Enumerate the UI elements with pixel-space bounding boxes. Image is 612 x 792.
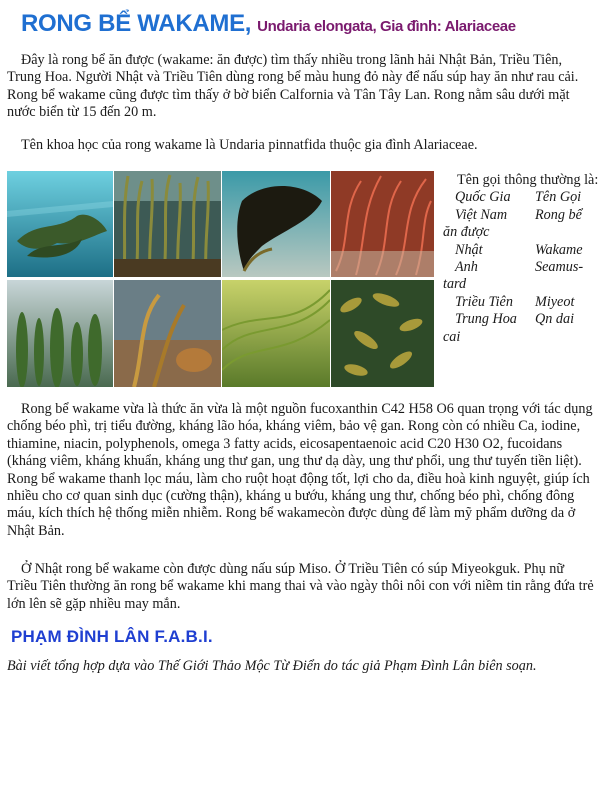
title-scientific-name: Undaria elongata, Gia đình: Alariaceae [257,18,516,35]
names-value: Seamus- [535,259,584,276]
paragraph-uses: Ở Nhật rong bể wakame còn được dùng nấu súp Miso. Ở Triều Tiên có súp Miyeokguk. Phụ nữ Triều Tiên thường ăn rong bể wakame khi mang thai và vào ngày thôi nôi con với niềm tin rằng đứa trẻ lớn lên sẽ gặp nhiều may mắn. [7,561,594,612]
source-credit: Bài viết tổng hợp dựa vào Thế Giới Thảo Mộc Từ Điển do tác giả Phạm Đình Lân biên soạn. [7,658,537,674]
names-value: Wakame [535,241,583,258]
names-country: Anh [455,259,478,276]
green-seaweed-photo [222,280,330,387]
names-value: Qn dai [535,311,575,328]
names-row [443,207,605,224]
names-country: Nhật [455,241,483,258]
names-wrap: tard [443,276,467,293]
wakame-frond-photo [222,171,330,277]
names-value: Miyeot [535,293,575,310]
names-country: Triều Tiên [455,293,513,310]
names-header-country: Quốc Gia [455,189,511,206]
names-row [443,294,605,311]
author-name: PHẠM ĐÌNH LÂN F.A.B.I. [11,627,213,646]
paragraph-scientific-name: Tên khoa học của rong wakame là Undaria pinnatfida thuộc gia đình Alariaceae. [21,137,478,153]
common-names-intro: Tên gọi thông thường là: [457,172,599,188]
paragraph-benefits: Rong bể wakame vừa là thức ăn vừa là một nguồn fucoxanthin C42 H58 O6 quan trọng với tác dụng chống béo phì, trị tiểu đường, kháng lão hóa, kháng viêm, bảo vệ gan. Rong còn có nhiều Ca, iodine, thiamine, niacin, polyphenols, omega 3 fatty acids, eicosapentaenoic acid C20 H30 O2, fucoidans (kháng viêm, kháng khuẩn, kháng ung thư gan, ung thư dạ dày, ung thư phổi, ung thư tuyến tiền liệt). Rong bể wakame thanh lọc máu, làm cho ruột hoạt động tốt, lợi cho da, điều hoà kinh nguyệt, giúp ích nhiều cho cơ quan sinh dục (cường thận), kháng u bướu, kháng ung thư, chống béo phì, chống đông máu, kích thích hệ thống miễn nhiễm. Rong bể wakamecòn được dùng để làm mỹ phẩm dưỡng da ở Nhật Bản. [7,401,593,539]
names-header-name: Tên Gọi [535,189,582,206]
seaweed-rock-photo [114,280,221,387]
page-title [21,10,516,38]
names-row [443,259,605,276]
red-seaweed-photo [331,171,434,277]
names-wrap: cai [443,328,461,345]
names-row [443,242,605,259]
common-names-list [443,172,605,346]
brown-kelp-photo [331,280,434,387]
names-wrap: ăn được [443,224,490,241]
seaweed-stalks-photo [7,280,113,387]
paragraph-intro: Đây là rong bể ăn được (wakame: ăn được) tìm thấy nhiều trong lãnh hải Nhật Bản, Triều Tiên, Trung Hoa. Người Nhật và Triều Tiên dùng rong bể màu hung đỏ này để nấu súp hay ăn như rau cải. Rong bể wakame cũng được tìm thấy ở bờ biển Calfornia và Tân Tây Lan. Rong nằm sâu dưới mặt nước biển từ 15 đến 20 m. [7,52,579,121]
title-main: RONG BỂ WAKAME, [21,10,252,37]
names-row-header [443,189,605,206]
photo-gallery [7,171,433,387]
kelp-forest-photo [114,171,221,277]
names-row [443,311,605,328]
seaweed-underwater-photo [7,171,113,277]
names-country: Trung Hoa [455,311,517,328]
names-country: Việt Nam [455,206,508,223]
names-value: Rong bể [535,206,582,223]
